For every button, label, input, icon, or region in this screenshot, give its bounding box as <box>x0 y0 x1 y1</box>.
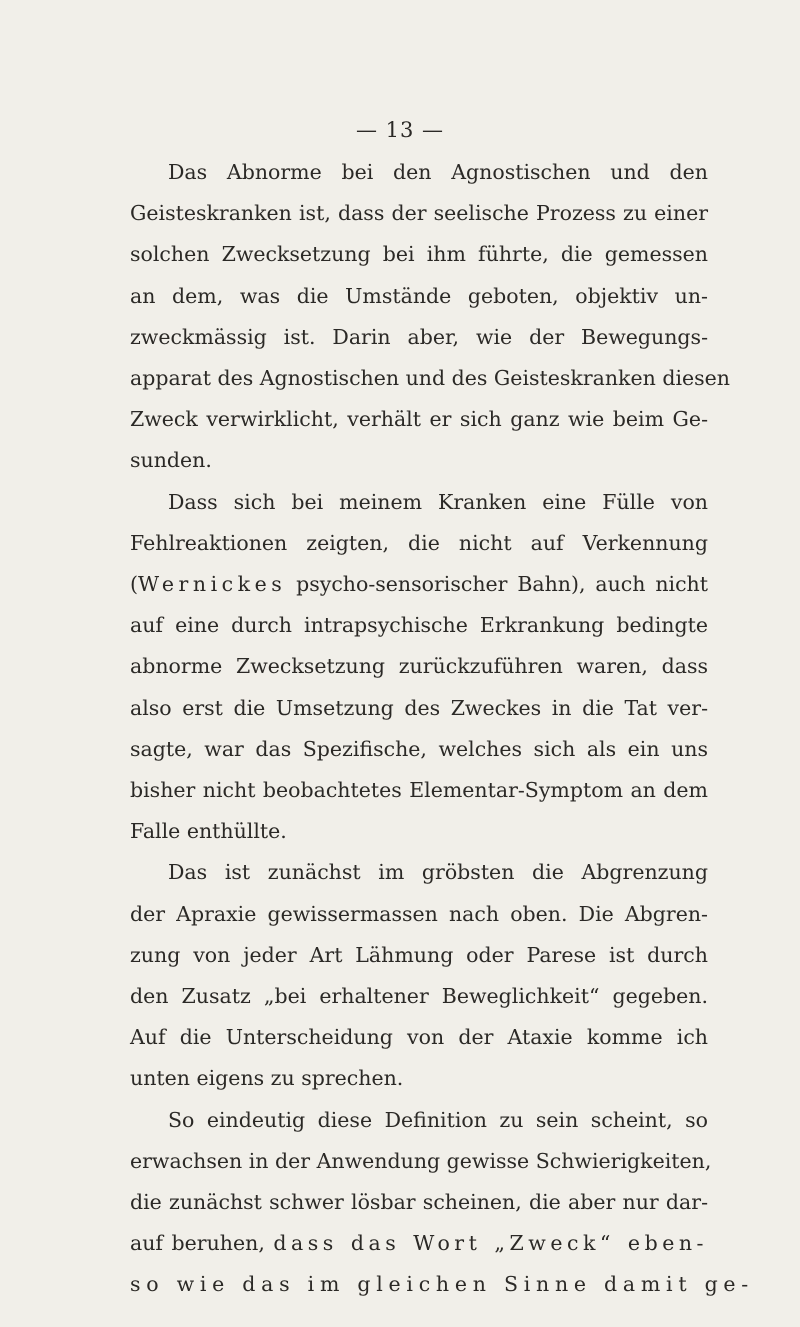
spaced-name: Wernickes <box>138 572 287 597</box>
text-line: an dem, was die Umstände geboten, objektiv un- <box>130 283 708 308</box>
text-line: sunden. <box>130 448 212 473</box>
text-line: abnorme Zwecksetzung zurückzuführen waren, dass <box>130 654 708 679</box>
text-line-spaced: so wie das im gleichen Sinne damit ge- <box>130 1272 754 1297</box>
text-line <box>130 564 708 605</box>
text-fragment: psycho-sensorischer Bahn), auch nicht <box>286 572 708 597</box>
text-line: Auf die Unterscheidung von der Ataxie komme ich <box>130 1025 708 1050</box>
text-line: erwachsen in der Anwendung gewisse Schwierigkeiten, <box>130 1148 712 1173</box>
text-line: So eindeutig diese Definition zu sein scheint, so <box>168 1107 708 1132</box>
text-line <box>130 1223 708 1264</box>
text-line: bisher nicht beobachtetes Elementar-Symptom an dem <box>130 778 708 803</box>
text-line: apparat des Agnostischen und des Geisteskranken diesen <box>130 366 730 391</box>
spaced-text: dass das Wort „Zweck“ eben- <box>273 1231 708 1256</box>
text-fragment: ( <box>130 572 138 597</box>
text-line: der Apraxie gewissermassen nach oben. Die Abgren- <box>130 901 708 926</box>
text-line: unten eigens zu sprechen. <box>130 1066 404 1091</box>
text-line: zweckmässig ist. Darin aber, wie der Bewegungs- <box>130 324 708 349</box>
text-fragment: auf beruhen, <box>130 1231 274 1256</box>
text-line: also erst die Umsetzung des Zweckes in die Tat ver- <box>130 695 708 720</box>
text-line: auf eine durch intrapsychische Erkrankung bedingte <box>130 613 708 638</box>
text-line: Dass sich bei meinem Kranken eine Fülle von <box>168 489 708 514</box>
text-line: Zweck verwirklicht, verhält er sich ganz wie beim Ge- <box>130 407 708 432</box>
text-line: Geisteskranken ist, dass der seelische Prozess zu einer <box>130 201 708 226</box>
text-line: Das ist zunächst im gröbsten die Abgrenzung <box>168 860 708 885</box>
text-line: Falle enthüllte. <box>130 819 287 844</box>
body-text <box>130 152 754 1306</box>
text-line: Fehlreaktionen zeigten, die nicht auf Verkennung <box>130 530 708 555</box>
page-number: — 13 — <box>355 118 445 142</box>
text-line: die zunächst schwer lösbar scheinen, die aber nur dar- <box>130 1190 708 1215</box>
text-line: zung von jeder Art Lähmung oder Parese ist durch <box>130 942 708 967</box>
text-line: solchen Zwecksetzung bei ihm führte, die gemessen <box>130 242 708 267</box>
text-line: sagte, war das Spezifische, welches sich als ein uns <box>130 736 708 761</box>
text-line: Das Abnorme bei den Agnostischen und den <box>168 160 708 184</box>
text-line: den Zusatz „bei erhaltener Beweglichkeit“ gegeben. <box>130 984 708 1009</box>
